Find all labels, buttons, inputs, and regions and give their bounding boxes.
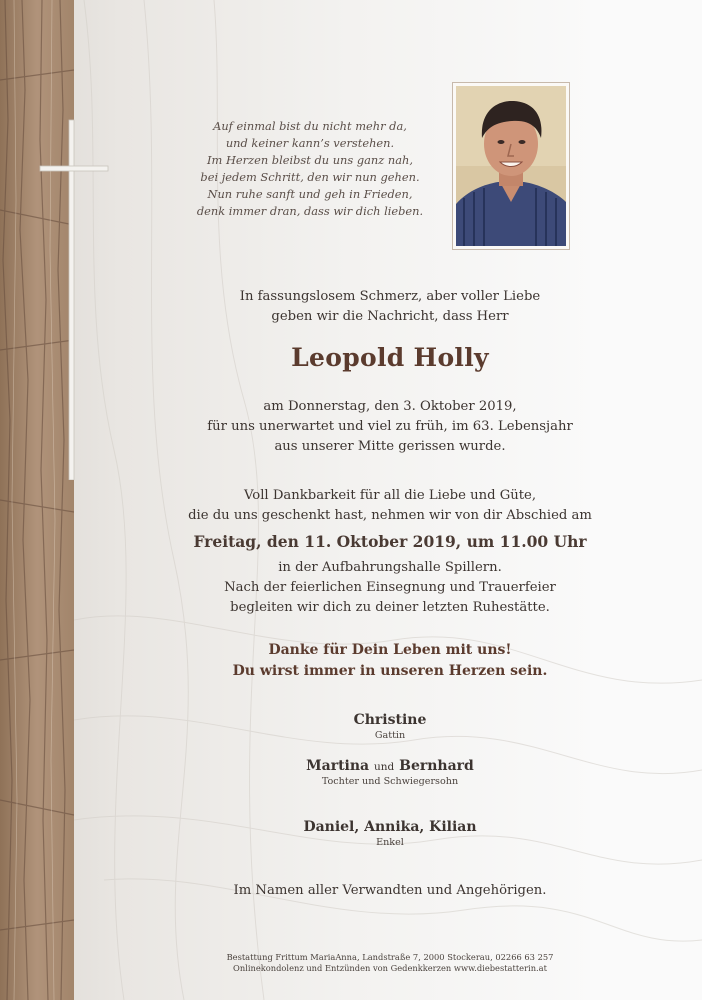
memorial-poem — [160, 118, 460, 220]
child-name: Bernhard — [399, 758, 474, 774]
death-line: aus unserer Mitte gerissen wurde. — [274, 439, 506, 454]
footer-website: Onlinekondolenz und Entzünden von Gedenkkerzen www.diebestatterin.at — [233, 963, 547, 973]
closing-text: Im Namen aller Verwandten und Angehörigen. — [233, 883, 547, 898]
grandchildren-names: Daniel, Annika, Kilian — [303, 819, 477, 835]
spouse-role: Gattin — [374, 730, 406, 741]
family-grandchildren — [110, 819, 670, 848]
poem-line: Nun ruhe sanft und geh in Frieden, — [207, 187, 413, 201]
poem-line: und keiner kann’s verstehen. — [225, 136, 395, 150]
child-name: Martina — [306, 758, 370, 774]
children-role: Tochter und Schwiegersohn — [321, 776, 459, 787]
thanks-line: Danke für Dein Leben mit uns! — [268, 642, 512, 658]
death-line: für uns unerwartet und viel zu früh, im 63. Lebensjahr — [207, 419, 573, 434]
name-connector: und — [374, 761, 395, 773]
location-line: Nach der feierlichen Einsegnung und Trauerfeier — [224, 580, 556, 595]
location-text — [110, 558, 670, 618]
farewell-line: die du uns geschenkt hast, nehmen wir von dir Abschied am — [188, 508, 592, 523]
footer — [110, 952, 670, 974]
service-date-block — [110, 532, 670, 551]
children-names — [110, 758, 670, 774]
location-line: in der Aufbahrungshalle Spillern. — [278, 560, 502, 575]
death-line: am Donnerstag, den 3. Oktober 2019, — [263, 399, 517, 414]
deceased-name: Leopold Holly — [291, 343, 489, 372]
family-children — [110, 758, 670, 787]
portrait-image — [456, 86, 566, 246]
intro-text — [110, 287, 670, 327]
cross-icon — [0, 0, 110, 480]
family-spouse — [110, 712, 670, 741]
intro-line: geben wir die Nachricht, dass Herr — [271, 309, 509, 324]
spouse-name: Christine — [353, 712, 427, 728]
death-details — [110, 397, 670, 457]
closing-block — [110, 881, 670, 901]
poem-line: Im Herzen bleibst du uns ganz nah, — [207, 153, 413, 167]
deceased-name-block — [110, 343, 670, 372]
thanks-text — [110, 640, 670, 682]
intro-line: In fassungslosem Schmerz, aber voller Liebe — [239, 289, 541, 304]
service-date: Freitag, den 11. Oktober 2019, um 11.00 Uhr — [193, 532, 587, 551]
grandchildren-role: Enkel — [376, 837, 404, 848]
poem-line: bei jedem Schritt, den wir nun gehen. — [200, 170, 420, 184]
poem-line: Auf einmal bist du nicht mehr da, — [213, 119, 407, 133]
portrait-photo — [452, 82, 570, 250]
farewell-line: Voll Dankbarkeit für all die Liebe und Güte, — [243, 488, 537, 503]
poem-line: denk immer dran, dass wir dich lieben. — [196, 204, 424, 218]
thanks-line: Du wirst immer in unseren Herzen sein. — [232, 663, 548, 679]
location-line: begleiten wir dich zu deiner letzten Ruhestätte. — [230, 600, 550, 615]
footer-address: Bestattung Frittum MariaAnna, Landstraße 7, 2000 Stockerau, 02266 63 257 — [226, 952, 554, 962]
farewell-text — [110, 486, 670, 526]
